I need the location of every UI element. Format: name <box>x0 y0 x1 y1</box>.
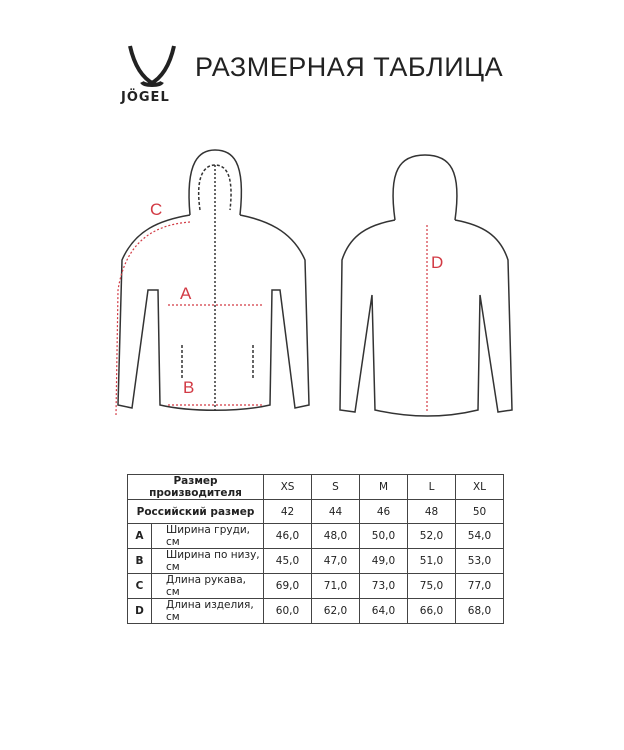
value-cell: 73,0 <box>360 574 408 599</box>
value-cell: 66,0 <box>408 599 456 624</box>
header-label: Размер производителя <box>128 475 264 500</box>
table-row <box>128 599 504 624</box>
size-cell: XS <box>264 475 312 500</box>
table-row <box>128 574 504 599</box>
value-cell: 46,0 <box>264 524 312 549</box>
value-cell: 64,0 <box>360 599 408 624</box>
row-letter: C <box>128 574 152 599</box>
table-row <box>128 524 504 549</box>
measure-label-c: C <box>150 200 163 219</box>
value-cell: 54,0 <box>456 524 504 549</box>
ru-label: Российский размер <box>128 500 264 524</box>
row-label: Ширина по низу, см <box>152 549 264 574</box>
row-label: Длина рукава, см <box>152 574 264 599</box>
ru-size-cell: 42 <box>264 500 312 524</box>
table-row <box>128 549 504 574</box>
row-letter: B <box>128 549 152 574</box>
measure-label-d: D <box>431 253 444 272</box>
ru-size-cell: 48 <box>408 500 456 524</box>
size-cell: XL <box>456 475 504 500</box>
size-cell: M <box>360 475 408 500</box>
row-letter: A <box>128 524 152 549</box>
value-cell: 49,0 <box>360 549 408 574</box>
jacket-back <box>340 155 512 416</box>
measure-label-b: B <box>183 378 195 397</box>
value-cell: 77,0 <box>456 574 504 599</box>
row-letter: D <box>128 599 152 624</box>
value-cell: 68,0 <box>456 599 504 624</box>
value-cell: 50,0 <box>360 524 408 549</box>
value-cell: 48,0 <box>312 524 360 549</box>
size-cell: S <box>312 475 360 500</box>
row-label: Длина изделия, см <box>152 599 264 624</box>
ru-size-cell: 50 <box>456 500 504 524</box>
ru-size-cell: 46 <box>360 500 408 524</box>
value-cell: 52,0 <box>408 524 456 549</box>
value-cell: 45,0 <box>264 549 312 574</box>
value-cell: 71,0 <box>312 574 360 599</box>
logo-text: JÖGEL <box>121 90 170 105</box>
measure-label-a: A <box>180 284 192 303</box>
value-cell: 47,0 <box>312 549 360 574</box>
value-cell: 62,0 <box>312 599 360 624</box>
ru-size-cell: 44 <box>312 500 360 524</box>
table-row <box>128 475 504 500</box>
value-cell: 51,0 <box>408 549 456 574</box>
page-title: РАЗМЕРНАЯ ТАБЛИЦА <box>195 52 504 82</box>
value-cell: 75,0 <box>408 574 456 599</box>
size-cell: L <box>408 475 456 500</box>
table-row <box>128 500 504 524</box>
jacket-front <box>118 150 309 410</box>
size-table <box>127 474 504 624</box>
row-label: Ширина груди, см <box>152 524 264 549</box>
value-cell: 69,0 <box>264 574 312 599</box>
value-cell: 60,0 <box>264 599 312 624</box>
value-cell: 53,0 <box>456 549 504 574</box>
